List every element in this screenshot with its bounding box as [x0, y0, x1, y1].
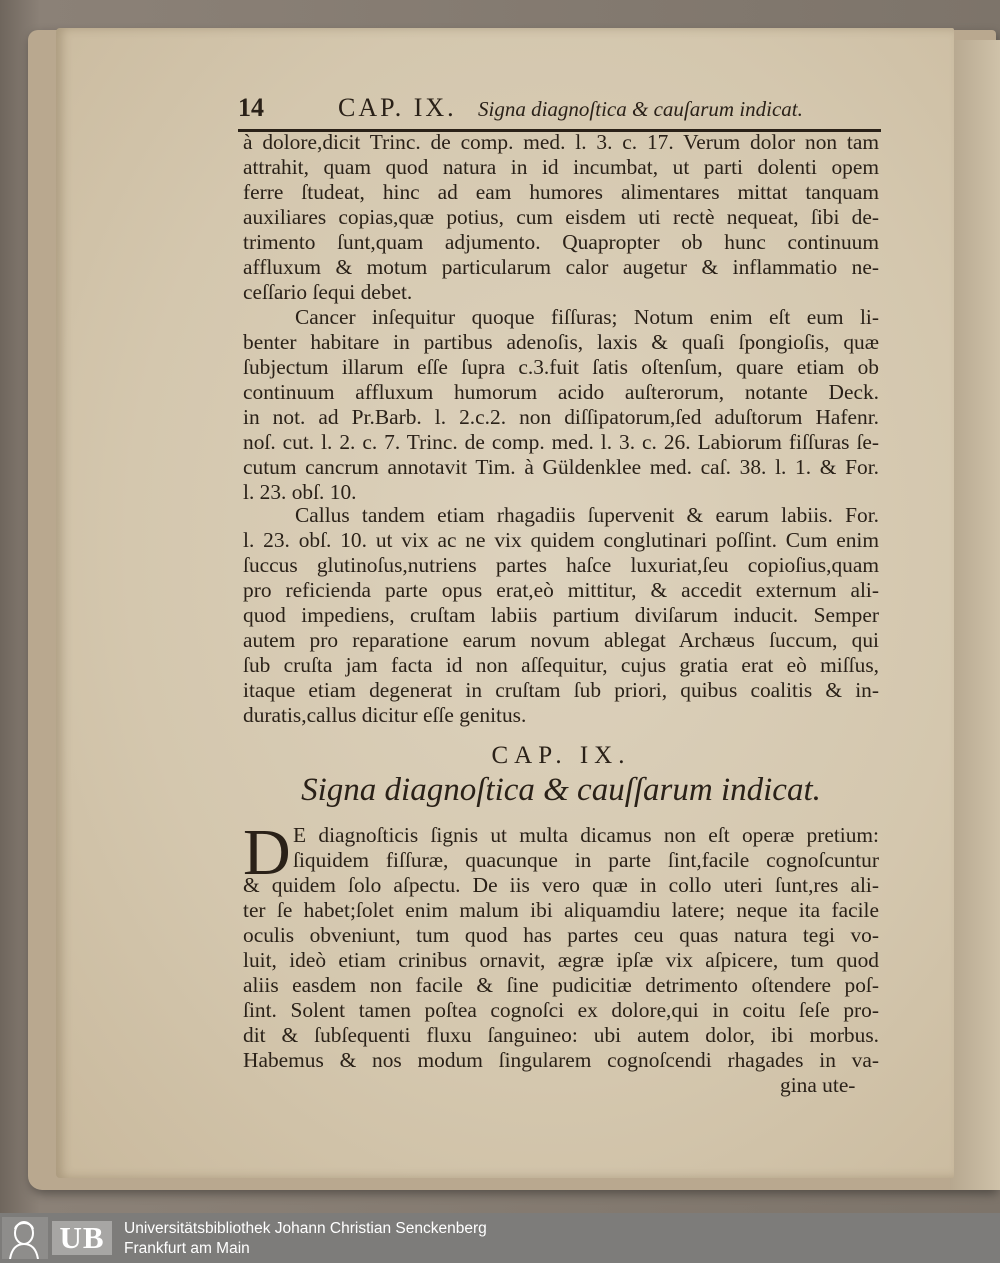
text-line: Cancer inſequitur quoque fiſſuras; Notum enim eſt eum li-: [295, 305, 879, 329]
text-line: benter habitare in partibus adenoſis, laxis & quaſi ſpongioſis, quæ: [243, 330, 879, 354]
text-line: ferre ſtudeat, hinc ad eam humores alimentares mittat tanquam: [243, 180, 879, 204]
paragraph-1: [243, 130, 879, 305]
text-line: & quidem ſolo aſpectu. De iis vero quæ in collo uteri ſunt,res ali-: [243, 873, 879, 897]
text-line: trimento ſunt,quam adjumento. Quapropter ob hunc continuum: [243, 230, 879, 254]
text-line: continuum affluxum humorum acido auſterorum, notante Deck.: [243, 380, 879, 404]
drop-cap: D: [243, 816, 291, 889]
running-head-chapter: CAP. IX.: [338, 93, 457, 122]
text-line: cutum cancrum annotavit Tim. à Güldenklee med. caſ. 38. l. 1. & For.: [243, 455, 879, 479]
text-line: E diagnoſticis ſignis ut multa dicamus non eſt operæ pretium:: [293, 823, 879, 847]
text-line: luit, ideò etiam crinibus ornavit, ægræ ipſæ vix aſpicere, tum quod: [243, 948, 879, 972]
text-line: dit & ſubſequenti fluxu ſanguineo: ubi autem dolor, ibi morbus.: [243, 1023, 879, 1047]
text-line: pro reficienda parte opus erat,eò mittitur, & accedit externum ali-: [243, 578, 879, 602]
text-line: attrahit, quam quod natura in id incumbat, ut parti dolenti opem: [243, 155, 879, 179]
text-line: ter ſe habet;ſolet enim malum ibi aliquamdiu latere; neque ita facile: [243, 898, 879, 922]
portrait-logo-icon: [2, 1217, 48, 1259]
running-head-title: Signa diagnoſtica & cauſarum indicat.: [478, 97, 803, 121]
text-line: ſubjectum illarum eſſe ſupra c.3.fuit ſatis oſtenſum, quare etiam ob: [243, 355, 879, 379]
text-line: affluxum & motum particularum calor augetur & inflammatio ne-: [243, 255, 879, 279]
section-title: Signa diagnoſtica & cauſſarum indicat.: [301, 772, 821, 808]
text-line: ſuccus glutinoſus,nutriens partes haſce luxuriat,ſeu copioſius,quam: [243, 553, 879, 577]
library-name: Universitätsbibliothek Johann Christian Senckenberg: [124, 1220, 487, 1237]
facing-page-edge: [950, 40, 1000, 1190]
text-line: l. 23. obſ. 10. ut vix ac ne vix quidem conglutinari poſſint. Cum enim: [243, 528, 879, 552]
text-line: ſub cruſta jam facta id non aſſequitur, cujus gratia erat eò miſſus,: [243, 653, 879, 677]
text-line: à dolore,dicit Trinc. de comp. med. l. 3. c. 17. Verum dolor non tam: [243, 130, 879, 154]
text-line: Habemus & nos modum ſingularem cognoſcendi rhagades in va-: [243, 1048, 879, 1072]
text-line: auxiliares copias,quæ potius, cum eisdem uti rectè nequeat, ſibi de-: [243, 205, 879, 229]
paragraph-diagnosis: [243, 816, 879, 1073]
running-head: [238, 93, 881, 132]
text-line: quod impediens, cruſtam labiis partium diviſarum inducit. Semper: [243, 603, 879, 627]
library-location: Frankfurt am Main: [124, 1240, 250, 1257]
text-line: ſiquidem fiſſuræ, quacunque in parte ſint,facile cognoſcuntur: [293, 848, 879, 872]
text-line: ſint. Solent tamen poſtea cognoſci ex dolore,qui in coitu ſeſe pro-: [243, 998, 879, 1022]
text-line: duratis,callus dicitur eſſe genitus.: [243, 703, 527, 727]
text-line: aliis easdem non facile & ſine pudicitiæ detrimento oſtendere poſ-: [243, 973, 879, 997]
ub-logo: UB: [52, 1221, 112, 1255]
paragraph-callus: [243, 503, 879, 728]
text-line: in not. ad Pr.Barb. l. 2.c.2. non diſſipatorum,ſed aduſtorum Hafenr.: [243, 405, 879, 429]
text-line: itaque etiam degenerat in cruſtam ſub priori, quibus coalitis & in-: [243, 678, 879, 702]
text-line: l. 23. obſ. 10.: [243, 480, 357, 504]
catchword: gina ute-: [780, 1073, 856, 1097]
text-line: noſ. cut. l. 2. c. 7. Trinc. de comp. med. l. 3. c. 26. Labiorum fiſſuras ſe-: [243, 430, 879, 454]
text-line: ceſſario ſequi debet.: [243, 280, 413, 304]
chapter-heading: CAP. IX.: [491, 742, 631, 769]
text-line: Callus tandem etiam rhagadiis ſupervenit & earum labiis. For.: [295, 503, 879, 527]
paragraph-cancer: [243, 305, 879, 505]
text-line: oculis obveniunt, tum quod has partes ceu quas natura tegi vo-: [243, 923, 879, 947]
text-line: autem pro reparatione earum novum ablegat Archæus ſuccum, qui: [243, 628, 879, 652]
page-number: 14: [238, 93, 264, 122]
